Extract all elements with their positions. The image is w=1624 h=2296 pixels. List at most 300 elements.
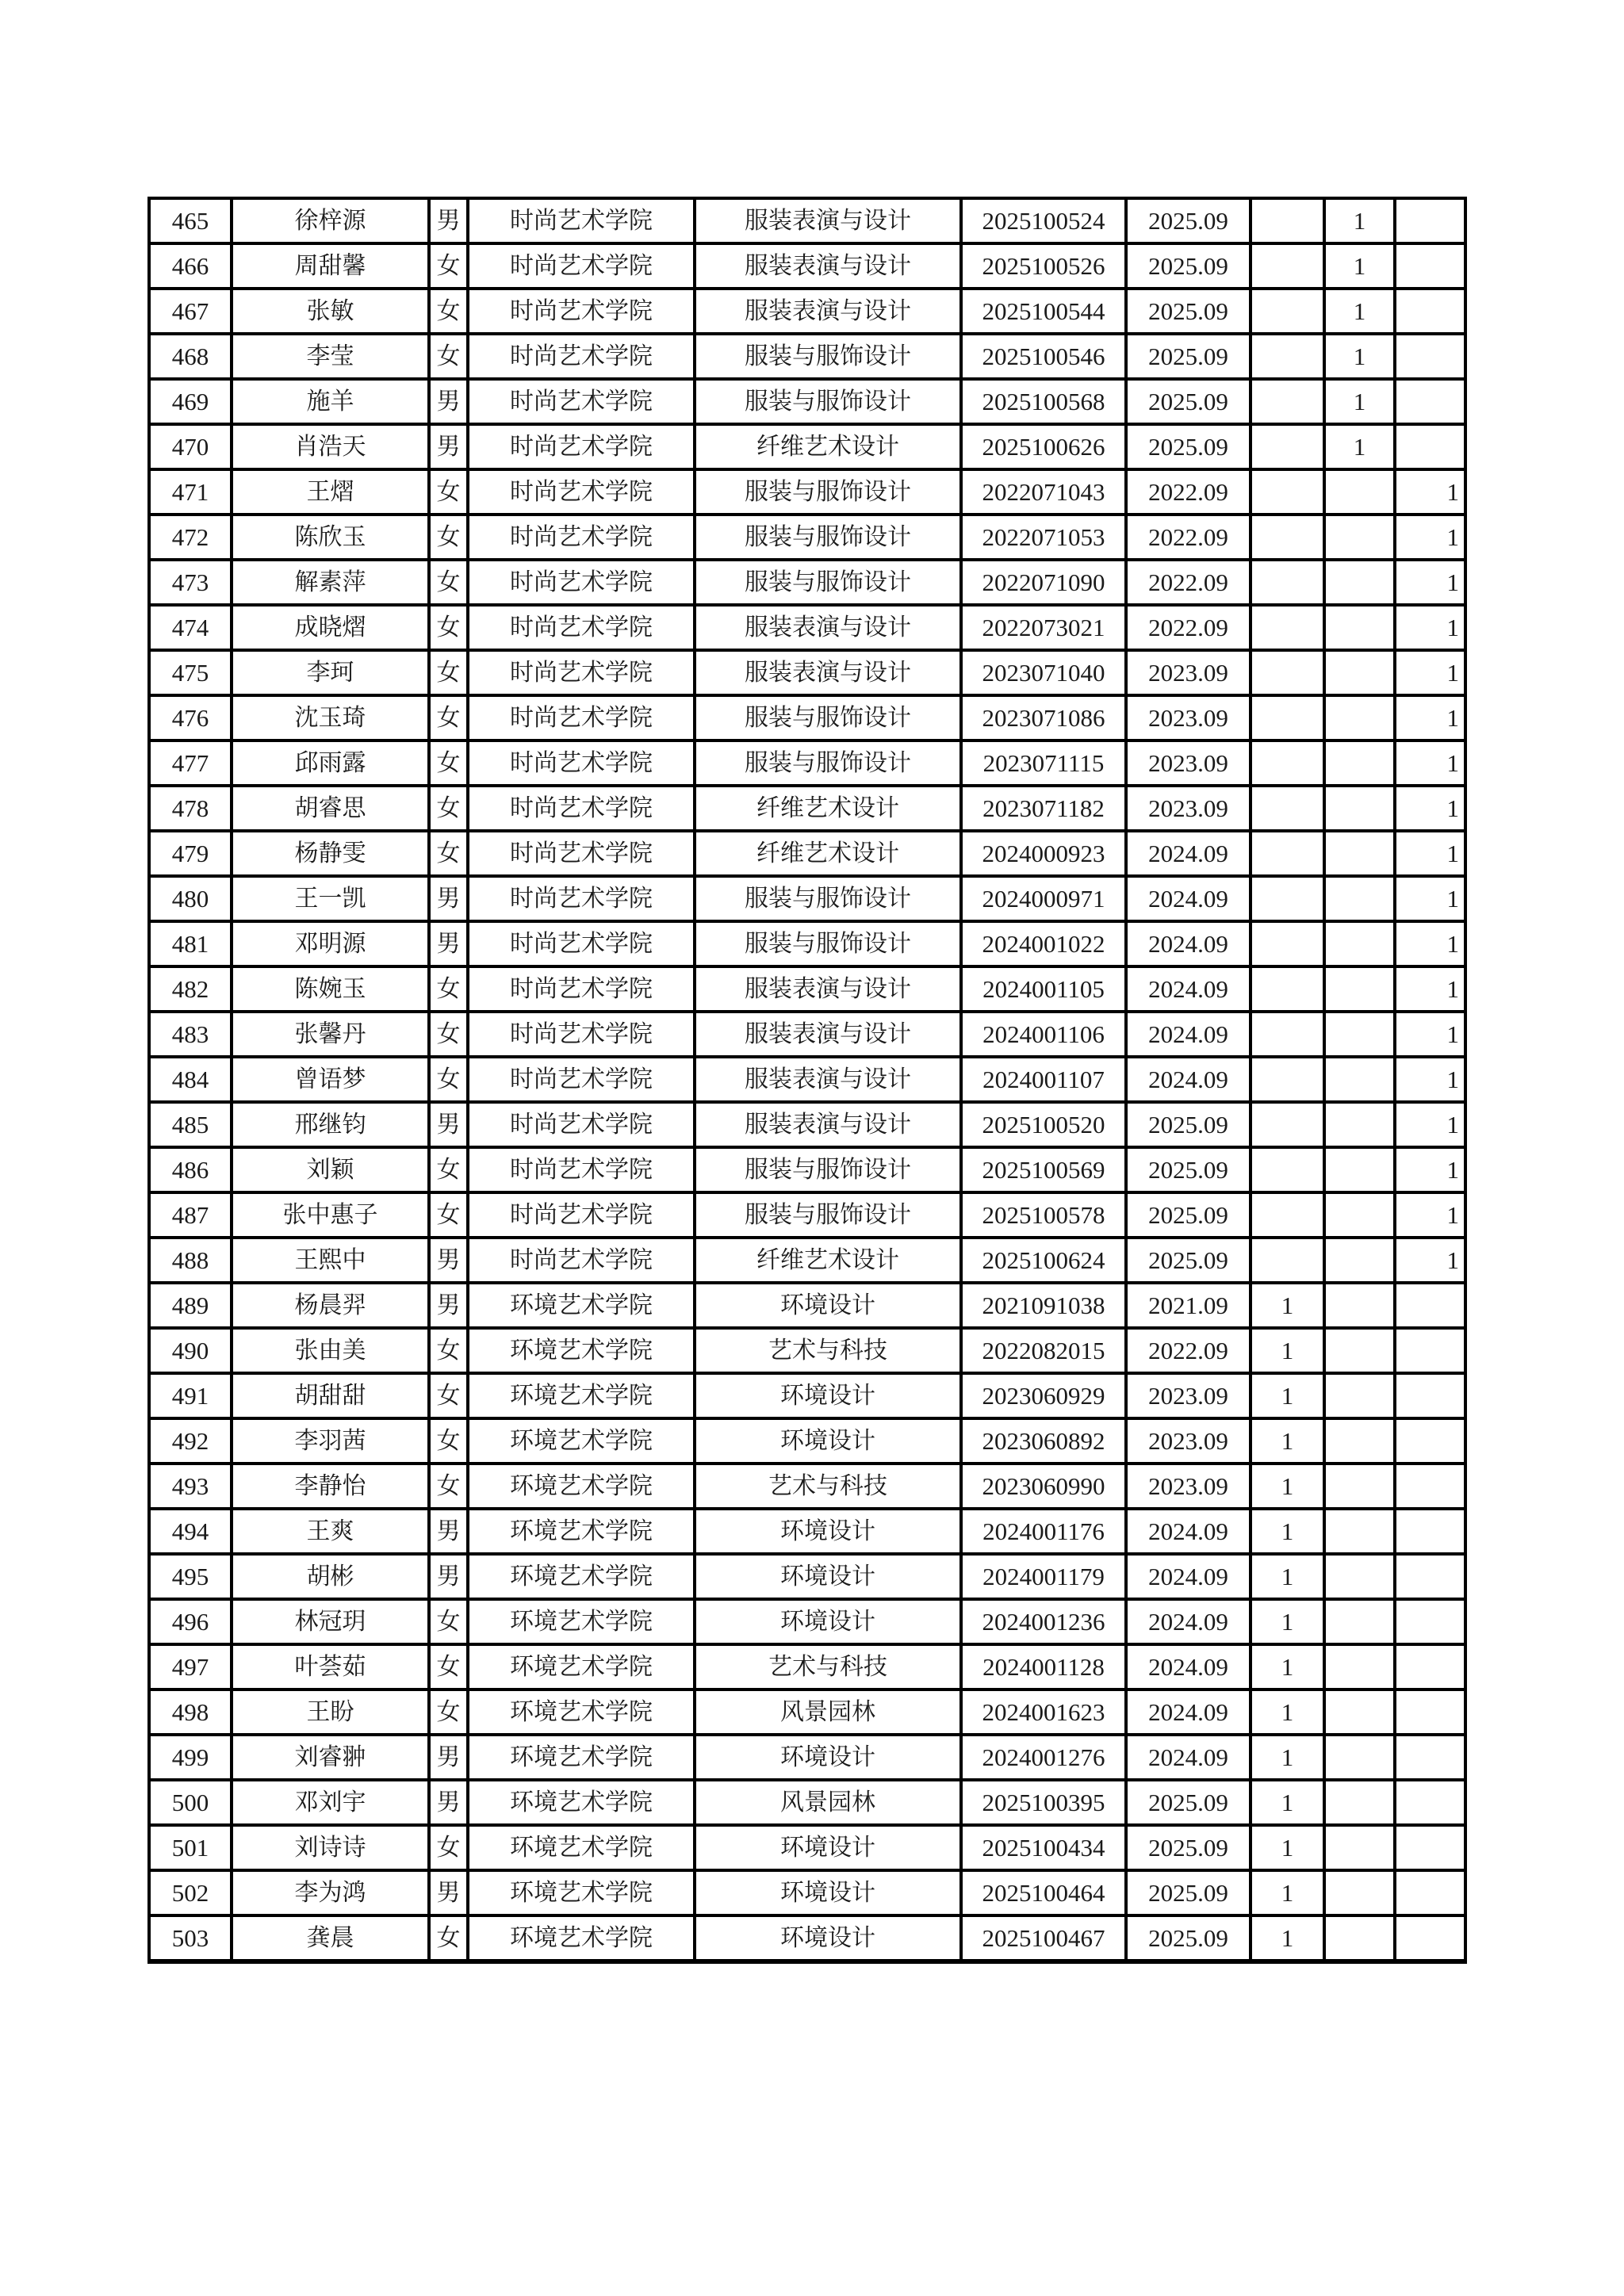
enrollment-date-cell: 2022.09 <box>1126 469 1251 515</box>
college-cell: 时尚艺术学院 <box>468 243 695 289</box>
major-cell: 服装表演与设计 <box>695 1102 961 1147</box>
gender-cell: 女 <box>429 1599 468 1644</box>
college-cell: 环境艺术学院 <box>468 1328 695 1373</box>
enrollment-date-cell: 2023.09 <box>1126 1373 1251 1418</box>
student-id-cell: 2024000971 <box>961 876 1126 921</box>
gender-cell: 男 <box>429 1870 468 1915</box>
flag-column-2-cell <box>1324 1012 1395 1057</box>
enrollment-date-cell: 2024.09 <box>1126 1689 1251 1735</box>
student-name-cell: 施羊 <box>232 379 429 424</box>
flag-column-3-cell: 1 <box>1395 1012 1465 1057</box>
row-number-cell: 503 <box>149 1915 232 1961</box>
student-name-cell: 李珂 <box>232 650 429 695</box>
flag-column-1-cell <box>1251 469 1324 515</box>
major-cell: 环境设计 <box>695 1915 961 1961</box>
student-id-cell: 2025100464 <box>961 1870 1126 1915</box>
student-id-cell: 2024001623 <box>961 1689 1126 1735</box>
college-cell: 时尚艺术学院 <box>468 379 695 424</box>
student-id-cell: 2023060892 <box>961 1418 1126 1464</box>
flag-column-2-cell <box>1324 876 1395 921</box>
student-id-cell: 2022071090 <box>961 560 1126 605</box>
gender-cell: 女 <box>429 831 468 876</box>
table-row <box>149 560 1465 605</box>
student-name-cell: 曾语梦 <box>232 1057 429 1102</box>
flag-column-3-cell: 1 <box>1395 1102 1465 1147</box>
college-cell: 时尚艺术学院 <box>468 966 695 1012</box>
flag-column-2-cell <box>1324 1192 1395 1238</box>
flag-column-2-cell <box>1324 921 1395 966</box>
table-row <box>149 1147 1465 1192</box>
flag-column-1-cell: 1 <box>1251 1825 1324 1870</box>
table-row <box>149 1464 1465 1509</box>
student-id-cell: 2025100568 <box>961 379 1126 424</box>
gender-cell: 女 <box>429 605 468 650</box>
enrollment-date-cell: 2024.09 <box>1126 1057 1251 1102</box>
table-row <box>149 1644 1465 1689</box>
gender-cell: 女 <box>429 1147 468 1192</box>
flag-column-1-cell: 1 <box>1251 1509 1324 1554</box>
student-name-cell: 李静怡 <box>232 1464 429 1509</box>
table-row <box>149 605 1465 650</box>
student-id-cell: 2024001276 <box>961 1735 1126 1780</box>
major-cell: 服装与服饰设计 <box>695 1192 961 1238</box>
student-id-cell: 2025100578 <box>961 1192 1126 1238</box>
major-cell: 服装表演与设计 <box>695 605 961 650</box>
enrollment-date-cell: 2024.09 <box>1126 876 1251 921</box>
gender-cell: 女 <box>429 966 468 1012</box>
flag-column-2-cell <box>1324 560 1395 605</box>
college-cell: 时尚艺术学院 <box>468 740 695 786</box>
major-cell: 服装表演与设计 <box>695 966 961 1012</box>
gender-cell: 女 <box>429 334 468 379</box>
flag-column-3-cell <box>1395 1464 1465 1509</box>
enrollment-date-cell: 2025.09 <box>1126 1238 1251 1283</box>
student-name-cell: 肖浩天 <box>232 424 429 469</box>
flag-column-2-cell: 1 <box>1324 243 1395 289</box>
flag-column-2-cell <box>1324 966 1395 1012</box>
college-cell: 时尚艺术学院 <box>468 786 695 831</box>
table-row <box>149 334 1465 379</box>
row-number-cell: 476 <box>149 695 232 740</box>
enrollment-date-cell: 2022.09 <box>1126 1328 1251 1373</box>
major-cell: 服装与服饰设计 <box>695 560 961 605</box>
major-cell: 服装表演与设计 <box>695 243 961 289</box>
row-number-cell: 501 <box>149 1825 232 1870</box>
table-row <box>149 198 1465 243</box>
flag-column-3-cell: 1 <box>1395 1238 1465 1283</box>
flag-column-3-cell: 1 <box>1395 469 1465 515</box>
student-name-cell: 龚晨 <box>232 1915 429 1961</box>
flag-column-2-cell <box>1324 831 1395 876</box>
table-row <box>149 243 1465 289</box>
student-name-cell: 邱雨露 <box>232 740 429 786</box>
college-cell: 时尚艺术学院 <box>468 289 695 334</box>
student-name-cell: 胡甜甜 <box>232 1373 429 1418</box>
flag-column-1-cell <box>1251 243 1324 289</box>
gender-cell: 女 <box>429 1689 468 1735</box>
flag-column-2-cell <box>1324 1147 1395 1192</box>
college-cell: 环境艺术学院 <box>468 1915 695 1961</box>
row-number-cell: 465 <box>149 198 232 243</box>
flag-column-1-cell <box>1251 1147 1324 1192</box>
flag-column-3-cell: 1 <box>1395 605 1465 650</box>
major-cell: 纤维艺术设计 <box>695 831 961 876</box>
flag-column-3-cell <box>1395 1554 1465 1599</box>
gender-cell: 男 <box>429 1509 468 1554</box>
student-name-cell: 邓明源 <box>232 921 429 966</box>
flag-column-2-cell <box>1324 605 1395 650</box>
flag-column-2-cell <box>1324 1373 1395 1418</box>
student-id-cell: 2022071043 <box>961 469 1126 515</box>
flag-column-1-cell <box>1251 740 1324 786</box>
flag-column-3-cell <box>1395 424 1465 469</box>
flag-column-3-cell <box>1395 1735 1465 1780</box>
flag-column-1-cell: 1 <box>1251 1599 1324 1644</box>
table-row <box>149 1735 1465 1780</box>
table-row <box>149 1192 1465 1238</box>
flag-column-2-cell <box>1324 1328 1395 1373</box>
college-cell: 时尚艺术学院 <box>468 1192 695 1238</box>
flag-column-2-cell <box>1324 740 1395 786</box>
student-id-cell: 2022082015 <box>961 1328 1126 1373</box>
table-row <box>149 966 1465 1012</box>
gender-cell: 女 <box>429 740 468 786</box>
student-id-cell: 2024001107 <box>961 1057 1126 1102</box>
major-cell: 服装与服饰设计 <box>695 379 961 424</box>
gender-cell: 女 <box>429 1418 468 1464</box>
flag-column-3-cell: 1 <box>1395 966 1465 1012</box>
flag-column-2-cell: 1 <box>1324 198 1395 243</box>
table-row <box>149 515 1465 560</box>
major-cell: 环境设计 <box>695 1825 961 1870</box>
gender-cell: 女 <box>429 1825 468 1870</box>
student-name-cell: 李羽茜 <box>232 1418 429 1464</box>
student-id-cell: 2024001179 <box>961 1554 1126 1599</box>
gender-cell: 女 <box>429 1012 468 1057</box>
college-cell: 时尚艺术学院 <box>468 1102 695 1147</box>
major-cell: 纤维艺术设计 <box>695 786 961 831</box>
college-cell: 环境艺术学院 <box>468 1780 695 1825</box>
student-name-cell: 李为鸿 <box>232 1870 429 1915</box>
enrollment-date-cell: 2022.09 <box>1126 515 1251 560</box>
college-cell: 时尚艺术学院 <box>468 650 695 695</box>
college-cell: 环境艺术学院 <box>468 1464 695 1509</box>
enrollment-date-cell: 2025.09 <box>1126 1780 1251 1825</box>
flag-column-2-cell <box>1324 1464 1395 1509</box>
major-cell: 服装表演与设计 <box>695 1012 961 1057</box>
table-row <box>149 1599 1465 1644</box>
flag-column-3-cell <box>1395 1689 1465 1735</box>
major-cell: 服装与服饰设计 <box>695 334 961 379</box>
gender-cell: 男 <box>429 198 468 243</box>
table-row <box>149 1825 1465 1870</box>
flag-column-2-cell <box>1324 695 1395 740</box>
student-id-cell: 2025100467 <box>961 1915 1126 1961</box>
enrollment-date-cell: 2025.09 <box>1126 334 1251 379</box>
college-cell: 时尚艺术学院 <box>468 424 695 469</box>
major-cell: 环境设计 <box>695 1599 961 1644</box>
student-id-cell: 2024001176 <box>961 1509 1126 1554</box>
student-name-cell: 叶荟茹 <box>232 1644 429 1689</box>
college-cell: 时尚艺术学院 <box>468 560 695 605</box>
enrollment-date-cell: 2023.09 <box>1126 1418 1251 1464</box>
flag-column-3-cell <box>1395 1283 1465 1328</box>
row-number-cell: 478 <box>149 786 232 831</box>
college-cell: 环境艺术学院 <box>468 1689 695 1735</box>
enrollment-date-cell: 2025.09 <box>1126 198 1251 243</box>
enrollment-date-cell: 2024.09 <box>1126 1644 1251 1689</box>
table-row <box>149 1870 1465 1915</box>
flag-column-3-cell: 1 <box>1395 515 1465 560</box>
flag-column-2-cell <box>1324 1599 1395 1644</box>
gender-cell: 男 <box>429 1735 468 1780</box>
college-cell: 时尚艺术学院 <box>468 1238 695 1283</box>
flag-column-2-cell <box>1324 1780 1395 1825</box>
flag-column-3-cell <box>1395 1915 1465 1961</box>
table-row <box>149 289 1465 334</box>
flag-column-2-cell <box>1324 469 1395 515</box>
college-cell: 环境艺术学院 <box>468 1644 695 1689</box>
gender-cell: 男 <box>429 1283 468 1328</box>
major-cell: 环境设计 <box>695 1373 961 1418</box>
table-row <box>149 831 1465 876</box>
table-row <box>149 1328 1465 1373</box>
flag-column-1-cell <box>1251 1102 1324 1147</box>
student-id-cell: 2025100526 <box>961 243 1126 289</box>
gender-cell: 男 <box>429 876 468 921</box>
student-name-cell: 邢继钧 <box>232 1102 429 1147</box>
flag-column-1-cell <box>1251 1192 1324 1238</box>
student-id-cell: 2023071182 <box>961 786 1126 831</box>
student-id-cell: 2022071053 <box>961 515 1126 560</box>
student-id-cell: 2024001105 <box>961 966 1126 1012</box>
enrollment-date-cell: 2025.09 <box>1126 1192 1251 1238</box>
table-row <box>149 876 1465 921</box>
enrollment-date-cell: 2025.09 <box>1126 379 1251 424</box>
major-cell: 环境设计 <box>695 1735 961 1780</box>
flag-column-1-cell <box>1251 831 1324 876</box>
flag-column-3-cell: 1 <box>1395 1057 1465 1102</box>
flag-column-1-cell: 1 <box>1251 1689 1324 1735</box>
row-number-cell: 467 <box>149 289 232 334</box>
flag-column-3-cell: 1 <box>1395 1192 1465 1238</box>
gender-cell: 男 <box>429 1102 468 1147</box>
college-cell: 时尚艺术学院 <box>468 1012 695 1057</box>
major-cell: 服装与服饰设计 <box>695 469 961 515</box>
college-cell: 环境艺术学院 <box>468 1735 695 1780</box>
student-id-cell: 2025100524 <box>961 198 1126 243</box>
flag-column-3-cell <box>1395 1328 1465 1373</box>
enrollment-date-cell: 2024.09 <box>1126 966 1251 1012</box>
student-id-cell: 2024001236 <box>961 1599 1126 1644</box>
row-number-cell: 483 <box>149 1012 232 1057</box>
student-id-cell: 2025100544 <box>961 289 1126 334</box>
college-cell: 时尚艺术学院 <box>468 605 695 650</box>
major-cell: 服装与服饰设计 <box>695 740 961 786</box>
major-cell: 服装表演与设计 <box>695 650 961 695</box>
flag-column-3-cell: 1 <box>1395 831 1465 876</box>
row-number-cell: 486 <box>149 1147 232 1192</box>
flag-column-2-cell <box>1324 1915 1395 1961</box>
flag-column-2-cell <box>1324 1057 1395 1102</box>
flag-column-1-cell: 1 <box>1251 1464 1324 1509</box>
table-row <box>149 1012 1465 1057</box>
student-id-cell: 2023060990 <box>961 1464 1126 1509</box>
flag-column-3-cell <box>1395 198 1465 243</box>
flag-column-1-cell <box>1251 605 1324 650</box>
row-number-cell: 481 <box>149 921 232 966</box>
enrollment-date-cell: 2025.09 <box>1126 289 1251 334</box>
flag-column-3-cell <box>1395 1780 1465 1825</box>
row-number-cell: 471 <box>149 469 232 515</box>
major-cell: 环境设计 <box>695 1554 961 1599</box>
gender-cell: 女 <box>429 1373 468 1418</box>
gender-cell: 女 <box>429 1915 468 1961</box>
student-name-cell: 沈玉琦 <box>232 695 429 740</box>
major-cell: 服装与服饰设计 <box>695 876 961 921</box>
row-number-cell: 480 <box>149 876 232 921</box>
gender-cell: 女 <box>429 1464 468 1509</box>
flag-column-3-cell: 1 <box>1395 1147 1465 1192</box>
enrollment-date-cell: 2023.09 <box>1126 786 1251 831</box>
gender-cell: 女 <box>429 786 468 831</box>
enrollment-date-cell: 2024.09 <box>1126 1012 1251 1057</box>
flag-column-1-cell: 1 <box>1251 1644 1324 1689</box>
student-id-cell: 2023071086 <box>961 695 1126 740</box>
flag-column-3-cell: 1 <box>1395 921 1465 966</box>
flag-column-3-cell <box>1395 1418 1465 1464</box>
table-row <box>149 1915 1465 1961</box>
row-number-cell: 493 <box>149 1464 232 1509</box>
row-number-cell: 499 <box>149 1735 232 1780</box>
flag-column-1-cell <box>1251 560 1324 605</box>
student-roster-table <box>147 197 1467 1964</box>
major-cell: 环境设计 <box>695 1283 961 1328</box>
flag-column-3-cell <box>1395 243 1465 289</box>
table-row <box>149 1509 1465 1554</box>
student-id-cell: 2025100624 <box>961 1238 1126 1283</box>
major-cell: 纤维艺术设计 <box>695 424 961 469</box>
flag-column-2-cell <box>1324 1825 1395 1870</box>
student-name-cell: 王熙中 <box>232 1238 429 1283</box>
flag-column-3-cell: 1 <box>1395 695 1465 740</box>
flag-column-2-cell: 1 <box>1324 289 1395 334</box>
flag-column-2-cell <box>1324 1554 1395 1599</box>
enrollment-date-cell: 2023.09 <box>1126 650 1251 695</box>
student-name-cell: 李莹 <box>232 334 429 379</box>
student-name-cell: 王一凯 <box>232 876 429 921</box>
enrollment-date-cell: 2024.09 <box>1126 831 1251 876</box>
flag-column-2-cell <box>1324 1418 1395 1464</box>
college-cell: 环境艺术学院 <box>468 1283 695 1328</box>
flag-column-1-cell: 1 <box>1251 1780 1324 1825</box>
flag-column-1-cell <box>1251 1238 1324 1283</box>
enrollment-date-cell: 2025.09 <box>1126 1915 1251 1961</box>
college-cell: 环境艺术学院 <box>468 1509 695 1554</box>
student-name-cell: 刘颖 <box>232 1147 429 1192</box>
flag-column-1-cell: 1 <box>1251 1283 1324 1328</box>
student-name-cell: 邓刘宇 <box>232 1780 429 1825</box>
student-name-cell: 刘诗诗 <box>232 1825 429 1870</box>
gender-cell: 女 <box>429 650 468 695</box>
row-number-cell: 495 <box>149 1554 232 1599</box>
college-cell: 时尚艺术学院 <box>468 1057 695 1102</box>
college-cell: 时尚艺术学院 <box>468 876 695 921</box>
major-cell: 艺术与科技 <box>695 1328 961 1373</box>
student-id-cell: 2024001106 <box>961 1012 1126 1057</box>
flag-column-1-cell <box>1251 198 1324 243</box>
student-id-cell: 2022073021 <box>961 605 1126 650</box>
gender-cell: 女 <box>429 515 468 560</box>
row-number-cell: 490 <box>149 1328 232 1373</box>
gender-cell: 男 <box>429 1780 468 1825</box>
major-cell: 服装与服饰设计 <box>695 1147 961 1192</box>
table-row <box>149 921 1465 966</box>
flag-column-3-cell <box>1395 1373 1465 1418</box>
student-name-cell: 王爽 <box>232 1509 429 1554</box>
major-cell: 服装表演与设计 <box>695 289 961 334</box>
student-name-cell: 周甜馨 <box>232 243 429 289</box>
enrollment-date-cell: 2024.09 <box>1126 1554 1251 1599</box>
flag-column-3-cell <box>1395 1644 1465 1689</box>
flag-column-3-cell: 1 <box>1395 560 1465 605</box>
gender-cell: 男 <box>429 424 468 469</box>
student-id-cell: 2021091038 <box>961 1283 1126 1328</box>
flag-column-1-cell <box>1251 650 1324 695</box>
row-number-cell: 491 <box>149 1373 232 1418</box>
row-number-cell: 477 <box>149 740 232 786</box>
row-number-cell: 475 <box>149 650 232 695</box>
student-id-cell: 2023071040 <box>961 650 1126 695</box>
flag-column-1-cell <box>1251 876 1324 921</box>
college-cell: 环境艺术学院 <box>468 1870 695 1915</box>
flag-column-1-cell: 1 <box>1251 1418 1324 1464</box>
gender-cell: 男 <box>429 921 468 966</box>
row-number-cell: 500 <box>149 1780 232 1825</box>
flag-column-1-cell <box>1251 695 1324 740</box>
student-id-cell: 2025100395 <box>961 1780 1126 1825</box>
gender-cell: 女 <box>429 1644 468 1689</box>
enrollment-date-cell: 2024.09 <box>1126 1599 1251 1644</box>
major-cell: 服装表演与设计 <box>695 198 961 243</box>
student-id-cell: 2023060929 <box>961 1373 1126 1418</box>
student-id-cell: 2025100569 <box>961 1147 1126 1192</box>
row-number-cell: 502 <box>149 1870 232 1915</box>
student-name-cell: 张馨丹 <box>232 1012 429 1057</box>
student-id-cell: 2025100434 <box>961 1825 1126 1870</box>
row-number-cell: 492 <box>149 1418 232 1464</box>
college-cell: 时尚艺术学院 <box>468 1147 695 1192</box>
flag-column-1-cell <box>1251 334 1324 379</box>
row-number-cell: 473 <box>149 560 232 605</box>
table-row <box>149 740 1465 786</box>
row-number-cell: 479 <box>149 831 232 876</box>
enrollment-date-cell: 2022.09 <box>1126 605 1251 650</box>
table-row <box>149 1689 1465 1735</box>
row-number-cell: 487 <box>149 1192 232 1238</box>
enrollment-date-cell: 2024.09 <box>1126 1735 1251 1780</box>
enrollment-date-cell: 2025.09 <box>1126 243 1251 289</box>
flag-column-1-cell <box>1251 966 1324 1012</box>
flag-column-2-cell <box>1324 786 1395 831</box>
row-number-cell: 497 <box>149 1644 232 1689</box>
gender-cell: 男 <box>429 1238 468 1283</box>
table-row <box>149 469 1465 515</box>
flag-column-2-cell <box>1324 1644 1395 1689</box>
table-row <box>149 1057 1465 1102</box>
student-name-cell: 张中惠子 <box>232 1192 429 1238</box>
table-row <box>149 1373 1465 1418</box>
